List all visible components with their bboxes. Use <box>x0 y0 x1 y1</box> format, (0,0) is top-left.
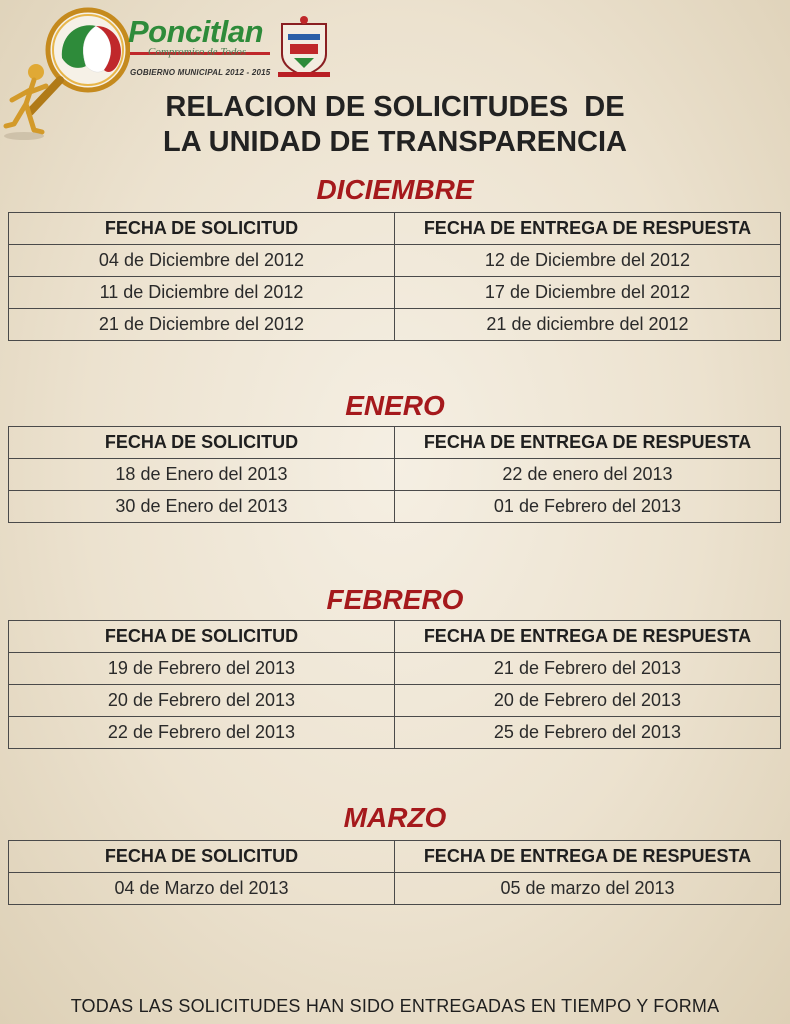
request-date-cell: 04 de Diciembre del 2012 <box>9 245 395 277</box>
table-row <box>9 717 781 749</box>
brand-government-label: GOBIERNO MUNICIPAL 2012 - 2015 <box>130 68 271 77</box>
response-date-cell: 22 de enero del 2013 <box>395 459 781 491</box>
request-date-cell: 11 de Diciembre del 2012 <box>9 277 395 309</box>
request-date-cell: 21 de Diciembre del 2012 <box>9 309 395 341</box>
page-title <box>0 90 790 160</box>
response-date-cell: 12 de Diciembre del 2012 <box>395 245 781 277</box>
requests-table-febrero <box>8 620 781 749</box>
response-date-cell: 01 de Febrero del 2013 <box>395 491 781 523</box>
request-date-cell: 20 de Febrero del 2013 <box>9 685 395 717</box>
response-date-cell: 17 de Diciembre del 2012 <box>395 277 781 309</box>
month-heading-diciembre: DICIEMBRE <box>316 174 474 205</box>
month-heading-marzo: MARZO <box>343 802 447 833</box>
response-date-cell: 20 de Febrero del 2013 <box>395 685 781 717</box>
response-date-cell: 21 de Febrero del 2013 <box>395 653 781 685</box>
response-date-cell: 05 de marzo del 2013 <box>395 873 781 905</box>
column-header-response-date: FECHA DE ENTREGA DE RESPUESTA <box>395 841 781 873</box>
request-date-cell: 18 de Enero del 2013 <box>9 459 395 491</box>
table-row <box>9 873 781 905</box>
requests-table-enero <box>8 426 781 523</box>
column-header-request-date: FECHA DE SOLICITUD <box>9 213 395 245</box>
municipal-seal-icon <box>276 14 332 78</box>
table-row <box>9 309 781 341</box>
brand-name: Poncitlan <box>128 14 264 49</box>
response-date-cell: 25 de Febrero del 2013 <box>395 717 781 749</box>
column-header-request-date: FECHA DE SOLICITUD <box>9 841 395 873</box>
brand-slogan: Compromiso de Todos <box>148 46 247 58</box>
request-date-cell: 22 de Febrero del 2013 <box>9 717 395 749</box>
request-date-cell: 19 de Febrero del 2013 <box>9 653 395 685</box>
column-header-request-date: FECHA DE SOLICITUD <box>9 427 395 459</box>
table-row <box>9 491 781 523</box>
table-row <box>9 653 781 685</box>
month-heading-enero: ENERO <box>345 390 445 421</box>
column-header-request-date: FECHA DE SOLICITUD <box>9 621 395 653</box>
table-row <box>9 245 781 277</box>
column-header-response-date: FECHA DE ENTREGA DE RESPUESTA <box>395 621 781 653</box>
page-title-line-2: LA UNIDAD DE TRANSPARENCIA <box>163 126 627 158</box>
table-row <box>9 277 781 309</box>
footer-note: TODAS LAS SOLICITUDES HAN SIDO ENTREGADAS EN TIEMPO Y FORMA <box>70 996 720 1016</box>
response-date-cell: 21 de diciembre del 2012 <box>395 309 781 341</box>
column-header-response-date: FECHA DE ENTREGA DE RESPUESTA <box>395 213 781 245</box>
requests-table-marzo <box>8 840 781 905</box>
table-row <box>9 685 781 717</box>
requests-table-diciembre <box>8 212 781 341</box>
page-title-line-1: RELACION DE SOLICITUDES DE <box>165 91 625 123</box>
request-date-cell: 04 de Marzo del 2013 <box>9 873 395 905</box>
request-date-cell: 30 de Enero del 2013 <box>9 491 395 523</box>
table-row <box>9 459 781 491</box>
month-heading-febrero: FEBRERO <box>326 584 464 615</box>
column-header-response-date: FECHA DE ENTREGA DE RESPUESTA <box>395 427 781 459</box>
